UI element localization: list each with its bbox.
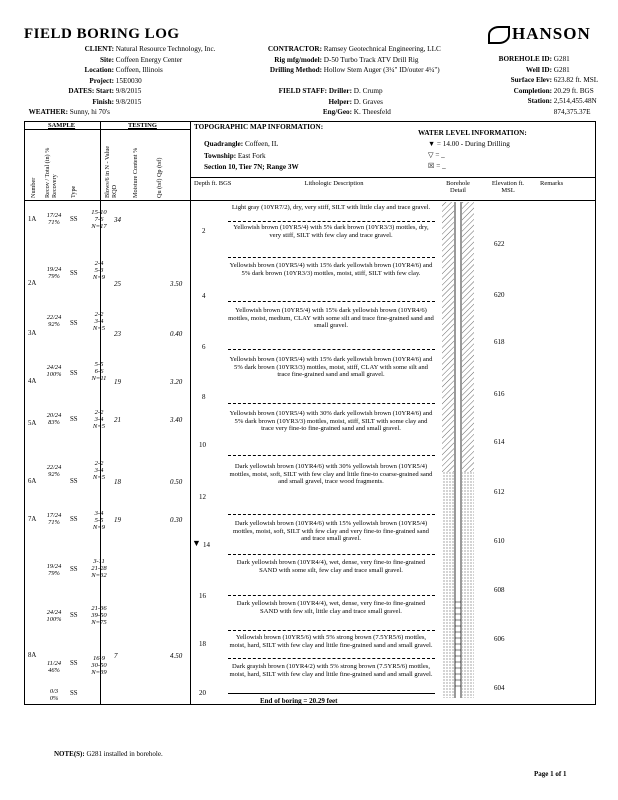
driller-value: D. Crump [353,87,383,95]
sample-moisture: 21 [114,416,121,424]
sample-recovery: 22/24 92% [46,314,62,328]
sample-number: 8A [28,652,37,659]
sample-number: 5A [28,420,37,427]
sample-moisture: 34 [114,216,121,224]
company-logo [488,24,591,44]
sample-group-header: SAMPLE [48,122,76,129]
layer-boundary [228,514,435,515]
borehole-id-label: BOREHOLE ID: [498,55,552,63]
sample-recovery: 17/24 71% [46,512,62,526]
location-label: Location: [84,66,114,74]
water-title: WATER LEVEL INFORMATION: [418,129,527,137]
topo-title: TOPOGRAPHIC MAP INFORMATION: [194,123,324,131]
eng-geo-label: Eng/Geo: [322,108,352,116]
sample-type: SS [70,566,78,573]
group-header-rule [24,129,190,130]
client-label: CLIENT: [84,45,114,53]
col-depth-header: Depth ft. BGS [194,180,232,187]
sample-blows: 15-10 7-6 N=17 [91,209,107,231]
sand-pack-left [442,472,454,698]
layer-boundary [228,301,435,302]
sand-pack-right [462,472,474,698]
sample-qu: 0.40 [170,330,183,338]
lith-header-rule [190,177,595,178]
lithology-layer: Dark yellowish brown (10YR4/4), wet, dense, very fine-to fine-grained SAND with some silt, few clay and trace small gravel. [236,559,426,574]
sample-blows: 3-11 21-28 N=32 [91,558,107,580]
depth-tick: 4 [202,292,206,300]
sample-number: 6A [28,478,37,485]
depth-tick: 20 [199,689,206,697]
sample-recovery: 17/24 71% [46,212,62,226]
layer-boundary [228,455,435,456]
header-left [24,44,215,118]
layer-boundary [228,257,435,258]
location-value: Coffeen, Illinois [115,66,163,74]
col-remarks-header: Remarks [540,180,564,187]
surface-elev-label: Surface Elev: [510,76,552,84]
lithology-layer: Dark yellowish brown (10YR4/6) with 30% yellowish brown (10YR5/4) mottles, moist, soft, SILT with few clay and little fine-to coarse-grained sand and small gravel, trace wood fragments. [229,463,433,486]
elevation-tick: 608 [494,586,505,594]
elevation-tick: 614 [494,438,505,446]
sample-recovery: 19/24 79% [46,266,62,280]
contractor-value: Ramsey Geotechnical Engineering, LLC [323,45,441,53]
sample-number: 1A [28,216,37,223]
hanson-logo-icon [488,26,510,44]
layer-boundary [228,658,435,659]
water-line-2: ▽ = _ [428,151,445,159]
sample-recovery: 24/24 100% [46,364,62,378]
sample-type: SS [70,478,78,485]
lithology-layer: Dark yellowish brown (10YR4/4), wet, dense, very fine-to fine-grained SAND with few silt, little clay and trace small gravel. [236,600,426,615]
sample-blows: 2-2 3-4 N=5 [92,460,106,482]
col-type-header: Type [70,185,77,198]
sample-blows: 2-4 5-3 N=9 [92,260,106,282]
finish-label: Finish: [92,97,114,106]
sample-type: SS [70,612,78,619]
sample-type: SS [70,216,78,223]
elevation-tick: 620 [494,291,505,299]
depth-tick: 12 [199,493,206,501]
sample-type: SS [70,370,78,377]
depth-tick: 8 [202,393,206,401]
boring-bottom-rule [228,693,435,694]
sample-moisture: 19 [114,378,121,386]
sample-number: 4A [28,378,37,385]
sample-recovery: 20/24 83% [46,412,62,426]
completion-value: 20.29 ft. BGS [553,86,594,95]
sample-number: 2A [28,280,37,287]
layer-boundary [228,554,435,555]
header-middle [226,44,441,118]
station-value: 2,514,455.48N [553,97,597,105]
rig-value: D-50 Turbo Track ATV Drill Rig [323,55,419,64]
elevation-tick: 610 [494,537,505,545]
township-value: East Fork [237,152,266,160]
sample-blows: 21-36 39-50 N=75 [91,605,107,627]
depth-tick: 6 [202,343,206,351]
lithology-layer: Yellowish brown (10YR5/4) with 30% dark yellowish brown (10YR4/6) and 5% dark brown (10YR3/3) mottles, moist, stiff, SILT with some clay and trace very fine-to fine-grained sand and small gravel. [229,410,433,433]
sample-moisture: 19 [114,516,121,524]
site-label: Site: [100,55,114,64]
grout-seal-right [462,202,474,472]
well-id-value: G281 [553,65,570,74]
sample-blows: 3-4 5-5 N=9 [92,510,106,532]
column-header-rule [24,200,595,201]
depth-tick: 16 [199,592,206,600]
col-lithologic-header: Lithologic Description [304,180,364,187]
sample-moisture: 25 [114,280,121,288]
project-label: Project: [89,76,114,85]
sample-recovery: 0/3 0% [49,688,59,702]
screen-slots [455,602,461,686]
lithology-layer: Dark yellowish brown (10YR4/6) with 15% yellowish brown (10YR5/4) mottles, moist, soft, SILT with few clay and very fine-to fine-grained sand and trace small gravel. [233,520,429,543]
surface-elev-value: 623.82 ft. MSL [553,76,599,84]
elevation-tick: 616 [494,390,505,398]
project-value: 15E0030 [115,76,142,85]
layer-boundary [228,630,435,631]
sample-qu: 4.50 [170,652,183,660]
quadrangle-label: Quadrangle: [204,140,244,148]
sample-type: SS [70,270,78,277]
completion-label: Completion: [513,86,552,95]
township-row [204,151,266,162]
sample-recovery: 11/24 46% [46,660,62,674]
weather-value: Sunny, hi 70's [69,108,110,116]
sample-type: SS [70,690,78,697]
page-number: Page 1 of 1 [534,770,567,778]
lithology-layer: Dark grayish brown (10YR4/2) with 5% strong brown (7.5YR5/6) mottles, moist, hard, SILT with few clay and little fine-grained sand and small gravel. [229,663,433,678]
well-id-label: Well ID: [525,65,552,74]
quadrangle-row [204,139,278,150]
col-blows-header: Blows/6 in N - Value RQD [104,145,118,198]
start-value: 9/8/2015 [115,87,142,95]
lithology-layer: Yellowish brown (10YR5/6) with 5% strong brown (7.5YR5/6) mottles, moist, hard, SILT with few clay and little fine-grained sand and small gravel. [229,634,433,649]
borehole-detail-graphic [440,202,476,698]
depth-tick: 2 [202,227,206,235]
company-name: HANSON [512,24,591,43]
eng-geo-value: K. Theesfeld [353,108,391,116]
station-label: Station: [527,97,552,105]
sample-number: 3A [28,330,37,337]
sample-qu: 3.40 [170,416,183,424]
sample-recovery: 22/24 92% [46,464,62,478]
quadrangle-value: Coffeen, IL [244,140,279,148]
sample-qu: 3.50 [170,280,183,288]
layer-boundary [228,349,435,350]
sample-recovery: 24/24 100% [46,609,62,623]
start-label: DATES: Start: [68,87,114,95]
helper-label: Helper: [328,97,352,106]
notes-label: NOTE(S): [54,750,85,758]
grout-seal-left [442,202,454,472]
end-of-boring: End of boring = 20.29 feet [260,697,338,705]
borehole-id-value: G281 [553,55,570,63]
sample-moisture: 18 [114,478,121,486]
depth-tick: 10 [199,441,206,449]
rig-label: Rig mfg/model: [274,55,322,64]
lithology-layer: Yellowish brown (10YR5/4) with 15% dark yellowish brown (10YR4/6) and 5% dark brown (10YR3/3) mottles, moist, stiff, CLAY with some silt and trace fine-grained sand and small gravel. [229,356,433,379]
layer-boundary [228,403,435,404]
sample-number: 7A [28,516,37,523]
sample-type: SS [70,516,78,523]
water-level-marker-icon: ▼ [192,538,201,548]
site-value: Coffeen Energy Center [115,55,183,64]
col-borehole-header: Borehole Detail [446,180,470,194]
depth-tick: 14 [203,541,210,549]
elevation-tick: 622 [494,240,505,248]
helper-value: D. Graves [353,97,383,106]
sample-moisture: 23 [114,330,121,338]
lithology-layer: Yellowish brown (10YR5/4) with 5% dark brown (10YR3/3) mottles, dry, very stiff, SILT with few clay and trace gravel. [233,224,429,239]
driller-label: FIELD STAFF: Driller: [278,87,352,95]
station-east-value: 874,375.37E [553,107,591,116]
lithology-layer: Yellowish brown (10YR5/4) with 15% dark yellowish brown (10YR4/6) and 5% dark brown (10YR3/3) mottles, moist, stiff, SILT with few clay. [229,262,433,277]
township-label: Township: [204,152,237,160]
col-moisture-header: Moisture Content % [132,147,139,198]
elevation-tick: 604 [494,684,505,692]
drilling-method-label: Drilling Method: [269,66,322,74]
page-title: FIELD BORING LOG [24,26,180,42]
notes-value: G281 installed in borehole. [86,750,163,758]
frame-left-rule [24,121,25,704]
water-line-1: ▼ = 14.00 - During Drilling [428,140,510,148]
contractor-label: CONTRACTOR: [267,45,322,53]
sample-qu: 3.20 [170,378,183,386]
sample-blows: 5-5 6-6 N=11 [91,361,107,383]
col-elevation-header: Elevation ft. MSL [491,180,525,194]
col-qu-header: Qu (tsf) Qp (tsf) [156,157,163,198]
frame-right-rule [595,121,596,704]
sample-qu: 0.30 [170,516,183,524]
drilling-method-value: Hollow Stem Auger (3¼" ID/outer 4¼") [323,66,440,74]
sample-blows: 16-9 30-50 N=39 [91,655,107,677]
sample-recovery: 19/24 79% [46,563,62,577]
sample-blows: 2-2 3-4 N=5 [92,311,106,333]
elevation-tick: 606 [494,635,505,643]
lithology-layer: Light gray (10YR7/2), dry, very stiff, SILT with little clay and trace gravel. [231,204,431,211]
elevation-tick: 618 [494,338,505,346]
elevation-tick: 612 [494,488,505,496]
header-right [474,54,598,117]
layer-boundary [228,221,435,222]
sample-type: SS [70,660,78,667]
sample-moisture: 7 [114,652,118,660]
sample-qu: 0.50 [170,478,183,486]
section-value: Section 10, Tier 7N; Range 3W [204,163,299,171]
weather-label: WEATHER: [28,108,68,116]
sample-type: SS [70,416,78,423]
sample-type: SS [70,320,78,327]
sample-blows: 2-2 3-4 N=5 [92,409,106,431]
client-value: Natural Resource Technology, Inc. [115,45,216,53]
notes [54,750,163,758]
water-line-3: ☒ = _ [428,162,446,170]
finish-value: 9/8/2015 [115,97,142,106]
layer-boundary [228,595,435,596]
testing-group-header: TESTING [128,122,157,129]
testing-divider [190,121,191,704]
col-number-header: Number [30,177,37,198]
col-recovery-header: Recov / Total (in) % Recovery [44,147,58,198]
depth-tick: 18 [199,640,206,648]
lithology-layer: Yellowish brown (10YR5/4) with 15% dark yellowish brown (10YR4/6) mottles, moist, medium, CLAY with some silt and trace fine-grained sand and small gravel. [228,307,434,330]
